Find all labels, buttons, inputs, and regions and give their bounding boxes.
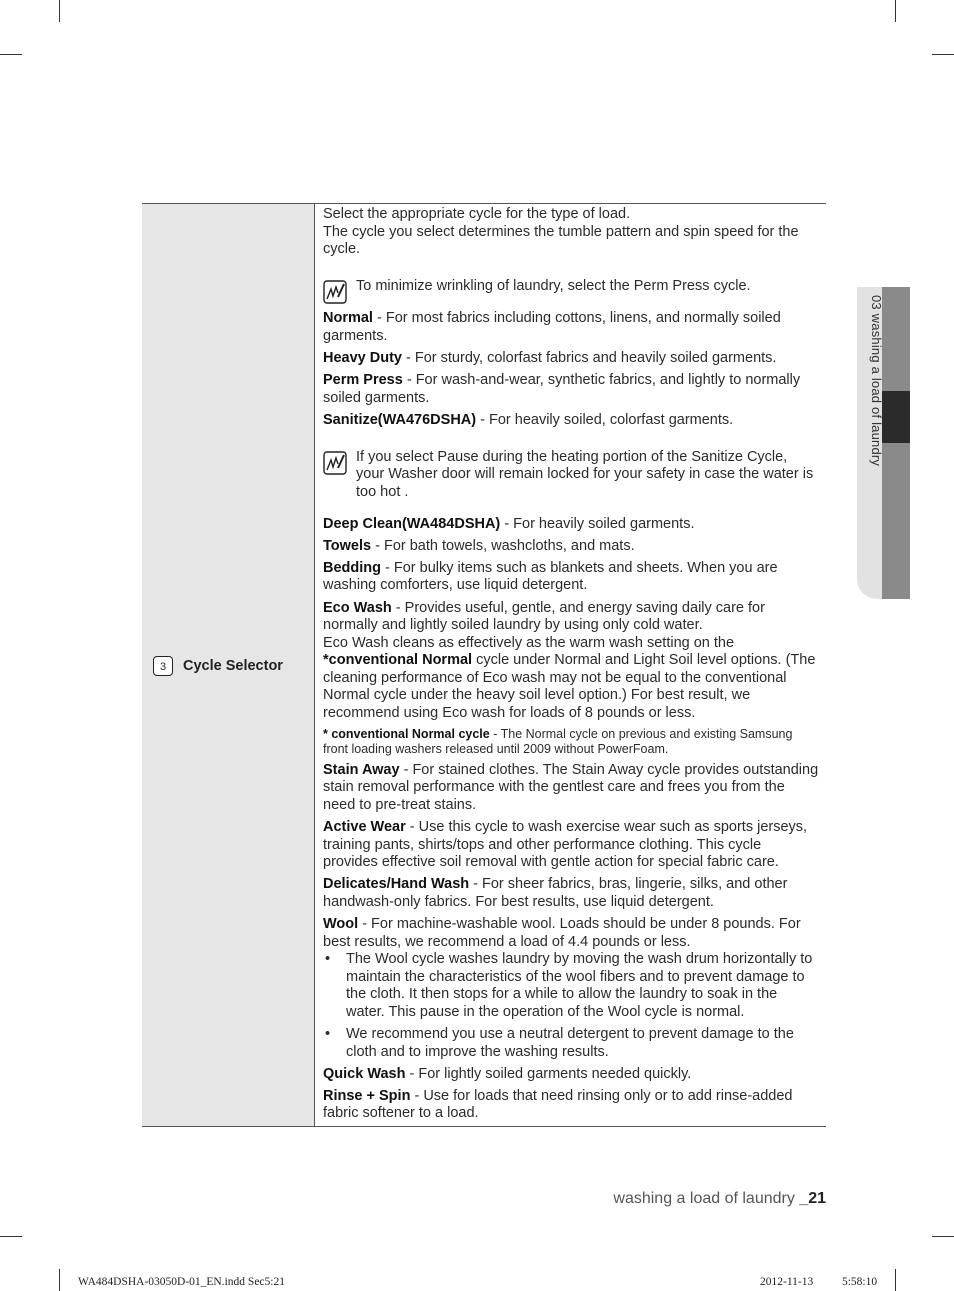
chapter-tab-label: 03 washing a load of laundry	[869, 295, 884, 467]
cycle-heavy-duty: Heavy Duty - For sturdy, colorfast fabrics and heavily soiled garments.	[323, 349, 777, 366]
crop-mark	[932, 54, 954, 55]
list-item: • The Wool cycle washes laundry by moving the wash drum horizontally to maintain the characteristics of the wool fibers and to prevent damage to the cloth. It then stops for a while to allow the laundry to soak in the water. This pause in the operation of the Wool cycle is normal.	[323, 951, 819, 1021]
intro-text: Select the appropriate cycle for the type of load. The cycle you select determines the tumble pattern and spin speed for the cycle.	[323, 206, 799, 258]
cycle-perm-press: Perm Press - For wash-and-wear, synthetic fabrics, and lightly to normally soiled garments.	[323, 372, 801, 406]
cycle-active-wear: Active Wear - Use this cycle to wash exercise wear such as sports jerseys, training pants, shirts/tops and other performance clothing. This cycle provides effective soil removal with gentle action for special fabric care.	[323, 818, 808, 871]
label-column	[142, 204, 315, 1126]
cycle-wool: Wool - For machine-washable wool. Loads should be under 8 pounds. For best results, we recommend a load of 4.4 pounds or less.	[323, 915, 801, 950]
cycle-towels: Towels - For bath towels, washcloths, and mats.	[323, 537, 635, 554]
note-icon	[323, 451, 347, 475]
crop-mark	[0, 54, 22, 55]
item-number-badge: 3	[153, 656, 173, 676]
cycle-table	[142, 203, 826, 1127]
slug-datetime: 2012-11-13 5:58:10	[760, 1276, 878, 1288]
crop-mark	[895, 0, 896, 22]
cycle-bedding: Bedding - For bulky items such as blankets and sheets. When you are washing comforters, use liquid detergent.	[323, 559, 778, 594]
crop-mark	[59, 1269, 60, 1291]
row-label	[153, 656, 283, 676]
chapter-tab-marker	[882, 391, 910, 443]
note-icon	[323, 280, 347, 304]
cycle-selector-label: Cycle Selector	[183, 658, 283, 674]
cycle-stain-away: Stain Away - For stained clothes. The Stain Away cycle provides outstanding stain removal performance with the gentlest care and frees you from the need to pre-treat stains.	[323, 761, 819, 813]
footer-section-title: washing a load of laundry	[613, 1190, 800, 1207]
cycle-eco-wash: Eco Wash - Provides useful, gentle, and energy saving daily care for normally and lightly soiled laundry by using only cold water. Eco Wash cleans as effectively as the warm wash setting on the *conventional Normal cycle under Normal and Light Soil level options. (The cleaning performance of Eco wash may not be equal to the conventional Normal cycle under the heavy soil level option.) For best result, we recommend using Eco wash for loads of 8 pounds or less.	[323, 599, 816, 722]
cycle-rinse-spin: Rinse + Spin - Use for loads that need rinsing only or to add rinse-added fabric softener to a load.	[323, 1087, 793, 1122]
cycle-sanitize: Sanitize(WA476DSHA) - For heavily soiled, colorfast garments.	[323, 411, 734, 428]
crop-mark	[59, 0, 60, 22]
page-footer	[613, 1190, 826, 1208]
cycle-delicates: Delicates/Hand Wash - For sheer fabrics, bras, lingerie, silks, and other handwash-only fabrics. For best results, use liquid detergent.	[323, 876, 788, 910]
description-column	[323, 206, 819, 1127]
conventional-footnote: * conventional Normal cycle - The Normal cycle on previous and existing Samsung front loading washers released until 2009 without PowerFoam.	[323, 727, 793, 757]
chapter-tab-strip	[882, 287, 910, 599]
crop-mark	[932, 1236, 954, 1237]
list-item: • We recommend you use a neutral detergent to prevent damage to the cloth and to improve the washing results.	[323, 1026, 819, 1061]
wool-bullets	[323, 951, 819, 1061]
note-perm-press: To minimize wrinkling of laundry, select the Perm Press cycle.	[323, 278, 819, 304]
cycle-quick-wash: Quick Wash - For lightly soiled garments needed quickly.	[323, 1065, 692, 1082]
crop-mark	[0, 1236, 22, 1237]
crop-mark	[895, 1269, 896, 1291]
cycle-deep-clean: Deep Clean(WA484DSHA) - For heavily soiled garments.	[323, 515, 695, 532]
page-number: _21	[799, 1190, 826, 1207]
cycle-normal: Normal - For most fabrics including cottons, linens, and normally soiled garments.	[323, 310, 781, 344]
slug-filename: WA484DSHA-03050D-01_EN.indd Sec5:21	[78, 1276, 285, 1288]
note-sanitize-pause: If you select Pause during the heating portion of the Sanitize Cycle, your Washer door will remain locked for your safety in case the water is too hot .	[323, 449, 819, 502]
